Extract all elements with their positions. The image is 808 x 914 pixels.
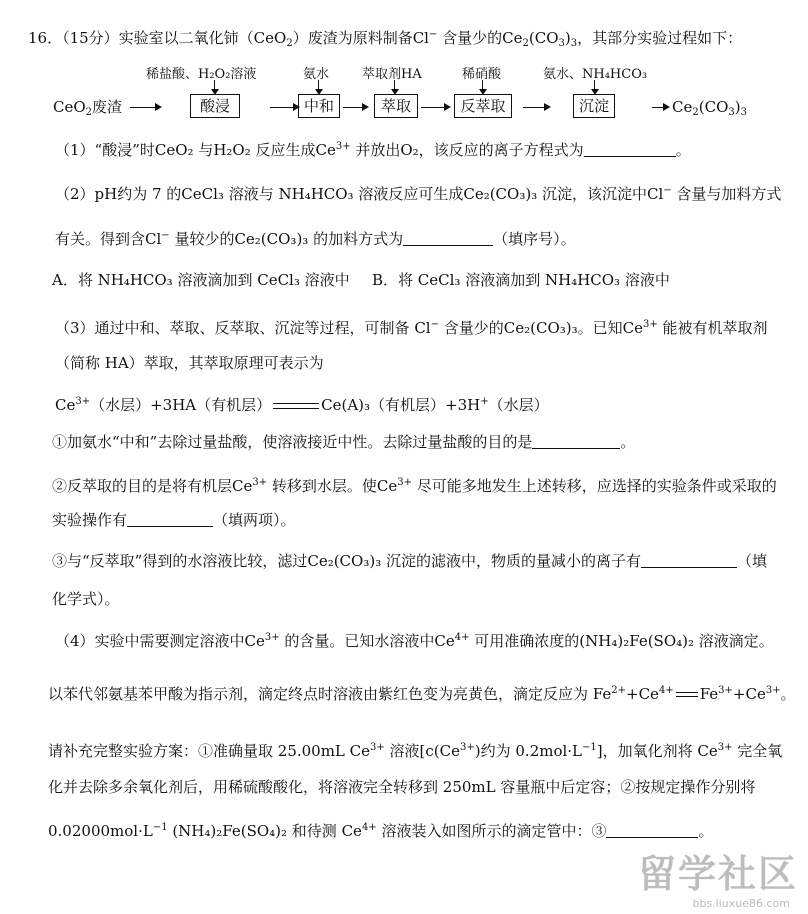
answer-blank[interactable] (584, 141, 676, 157)
step-extract: 萃取 (374, 94, 418, 118)
down-arrow-icon (318, 80, 319, 93)
part-4-line-3: 请补充完整实验方案：①准确量取 25.00mL $Ce^{3+}$ 溶液[$c(Ce^{3+})$约为 $0.2mol\cdot L^{-1}$]，加氧化剂将 $Ce^{3+}$ 完全氧 (48, 742, 783, 760)
right-arrow-icon (343, 107, 367, 108)
reagent-label: 萃取剂HA (362, 67, 422, 82)
part-4-line-2: 以苯代邻氨基苯甲酸为指示剂，滴定终点时溶液由紫红色变为亮黄色，滴定反应为 $Fe^{2+}+Ce^{4+}$ $Fe^{3+}+Ce^{3+}$。 (48, 685, 796, 703)
sub-question-2-line-2: 实验操作有 （填两项）。 (52, 511, 296, 529)
step-back-extract: 反萃取 (454, 94, 512, 118)
right-arrow-icon (130, 107, 160, 108)
reagent-label: 稀盐酸、H₂O₂溶液 (146, 67, 257, 82)
option-b: B．将 CeCl₃ 溶液滴加到 NH₄HCO₃ 溶液中 (372, 271, 670, 289)
flow-start: CeO$_2$废渣 (53, 98, 123, 118)
down-arrow-icon (594, 80, 595, 93)
answer-blank[interactable] (532, 433, 620, 449)
right-arrow-icon (270, 107, 298, 108)
down-arrow-icon (394, 80, 395, 93)
sub-question-2-line-1: ②反萃取的目的是将有机层$Ce^{3+}$ 转移到水层。使$Ce^{3+}$ 尽可能多地发生上述转移，应选择的实验条件或采取的 (52, 477, 777, 495)
answer-blank[interactable] (641, 552, 737, 568)
right-arrow-icon (652, 107, 668, 108)
reagent-label: 稀硝酸 (462, 67, 502, 82)
right-arrow-icon (523, 107, 549, 108)
flow-end: $Ce_2(CO_3)_3$ (672, 98, 747, 118)
part-4-line-4: 化并去除多余氧化剂后，用稀硫酸酸化，将溶液完全转移到 250mL 容量瓶中后定容；②按规定操作分别将 (48, 778, 756, 796)
sub-question-3-line-1: ③与“反萃取”得到的水溶液比较，滤过Ce₂(CO₃)₃ 沉淀的滤液中，物质的量减小的离子有 （填 (52, 552, 767, 570)
extraction-equation: $Ce^{3+}$（水层）+3HA（有机层） Ce(A)₃（有机层）+3H+（水层） (55, 396, 549, 414)
equilibrium-arrow-icon (273, 401, 319, 411)
step-acid-leach: 酸浸 (190, 94, 240, 118)
part-3-line-2: （简称 HA）萃取，其萃取原理可表示为 (55, 354, 324, 372)
down-arrow-icon (482, 80, 483, 93)
down-arrow-icon (214, 80, 215, 93)
reagent-label: 氨水 (303, 67, 330, 82)
sub-question-3-line-2: 化学式）。 (52, 590, 120, 608)
step-neutralize: 中和 (298, 94, 340, 118)
option-a: A．将 NH₄HCO₃ 溶液滴加到 CeCl₃ 溶液中 (52, 271, 350, 289)
part-4-line-5: $0.02000mol\cdot L^{-1}$ (NH₄)₂Fe(SO₄)₂ 和待测 $Ce^{4+}$ 溶液装入如图所示的滴定管中：③ 。 (48, 822, 714, 840)
part-2-line-2: 有关。得到含Cl− 量较少的Ce₂(CO₃)₃ 的加料方式为 （填序号）。 (55, 230, 576, 248)
reagent-label: 氨水、NH₄HCO₃ (543, 67, 648, 82)
answer-blank[interactable] (606, 822, 698, 838)
question-header: 16．（15分）实验室以二氧化铈（CeO$_2$）废渣为原料制备Cl− 含量少的$Ce_2(CO_3)_3$，其部分实验过程如下： (28, 29, 743, 49)
answer-blank[interactable] (403, 230, 493, 246)
part-1: （1）“酸浸”时CeO₂ 与H₂O₂ 反应生成$Ce^{3+}$ 并放出O₂，该反应的离子方程式为 。 (55, 141, 691, 159)
part-2-line-1: （2）pH约为 7 的CeCl₃ 溶液与 NH₄HCO₃ 溶液反应可生成Ce₂(CO₃)₃ 沉淀，该沉淀中Cl− 含量与加料方式 (55, 185, 782, 203)
sub-question-1: ①加氨水“中和”去除过量盐酸，使溶液接近中性。去除过量盐酸的目的是 。 (52, 433, 636, 451)
site-watermark-logo: 留学社区 bbs.liuxue86.com (637, 852, 798, 910)
answer-blank[interactable] (127, 511, 213, 527)
part-4-line-1: （4）实验中需要测定溶液中$Ce^{3+}$ 的含量。已知水溶液中$Ce^{4+}$ 可用准确浓度的(NH₄)₂Fe(SO₄)₂ 溶液滴定。 (55, 632, 774, 650)
part-3-line-1: （3）通过中和、萃取、反萃取、沉淀等过程，可制备 Cl− 含量少的Ce₂(CO₃)₃。已知$Ce^{3+}$ 能被有机萃取剂 (55, 319, 768, 337)
equals-sign-icon (676, 691, 698, 699)
right-arrow-icon (421, 107, 449, 108)
step-precipitate: 沉淀 (573, 94, 615, 118)
